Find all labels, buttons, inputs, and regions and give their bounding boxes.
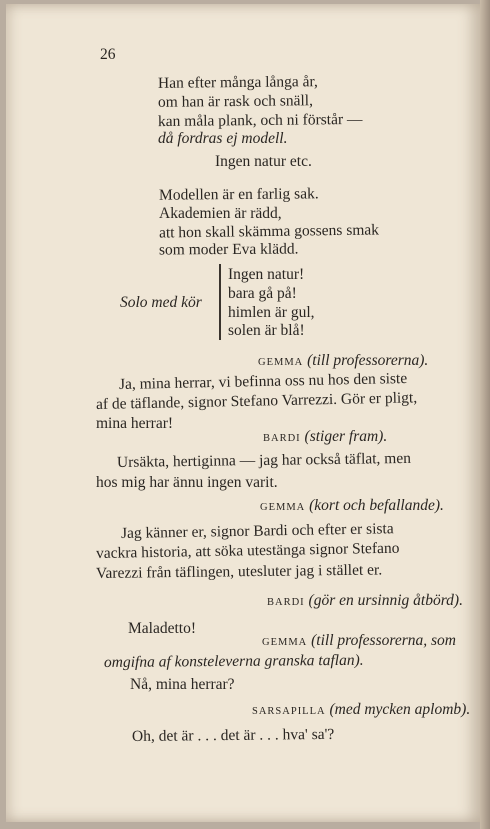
stage-direction: (till professorerna).: [307, 352, 429, 369]
speaker-name: SARSAPILLA: [252, 706, 326, 717]
speaker-name: BARDI: [267, 597, 305, 608]
speaker-name: BARDI: [263, 433, 301, 444]
stage-cue: [262, 632, 456, 652]
chorus-line: himlen är gul,: [228, 304, 315, 321]
speech-line: Varezzi från täflingen, utesluter jag i stället er.: [95, 561, 383, 582]
speaker-name: GEMMA: [258, 357, 304, 368]
book-edge: [480, 0, 490, 829]
speech-line: mina herrar!: [96, 415, 174, 432]
verse-line: att hon skall skämma gossens smak: [158, 221, 380, 242]
verse-line: kan måla plank, och ni förstår —: [157, 110, 363, 131]
stage-direction: (stiger fram).: [304, 428, 388, 445]
stage-direction: (kort och befallande).: [309, 497, 444, 514]
speech-line: Ja, mina herrar, vi befinna oss nu hos den siste: [118, 369, 408, 393]
stage-direction: (gör en ursinnig åtbörd).: [308, 592, 463, 609]
stage-cue: [267, 592, 463, 612]
stage-direction: omgifna af konsteleverna granska taflan).: [103, 651, 364, 671]
verse-line: Modellen är en farlig sak.: [158, 185, 319, 204]
solo-label: Solo med kör: [120, 294, 202, 311]
speech-line: Nå, mina herrar?: [130, 676, 235, 693]
refrain-line: Ingen natur etc.: [215, 153, 312, 170]
chorus-line: bara gå på!: [228, 285, 297, 302]
page-number: 26: [100, 46, 116, 63]
stage-cue: [260, 497, 444, 517]
chorus-line: solen är blå!: [228, 322, 305, 339]
speech-line: Oh, det är . . . det är . . . hva' sa'?: [131, 725, 335, 745]
verse-line: som moder Eva klädd.: [158, 240, 299, 259]
stage-cue: [263, 428, 387, 448]
verse-line: om han är rask och snäll,: [157, 92, 314, 111]
verse-line: Han efter många långa år,: [157, 73, 318, 92]
stage-cue: [258, 352, 428, 372]
speaker-name: GEMMA: [262, 637, 308, 648]
speech-line: vackra historia, att söka utestänga signor Stefano: [95, 539, 400, 562]
verse-line: Akademien är rädd,: [159, 205, 282, 222]
speech-line: Ursäkta, hertiginna — jag har också täflat, men: [116, 449, 412, 471]
speech-line: hos mig har ännu ingen varit.: [96, 474, 278, 491]
verse-line: då fordras ej modell.: [158, 130, 288, 147]
stage-cue: [252, 701, 470, 721]
speech-line: Jag känner er, signor Bardi och efter er sista: [120, 520, 394, 542]
chorus-brace: [219, 264, 221, 340]
speaker-name: GEMMA: [260, 502, 306, 513]
stage-direction: (med mycken aplomb).: [329, 701, 471, 718]
speech-line: af de täflande, signor Stefano Varrezzi. Gör er pligt,: [95, 389, 418, 413]
speech-line: Maladetto!: [128, 620, 197, 637]
stage-direction: (till professorerna, som: [311, 632, 456, 649]
chorus-line: Ingen natur!: [228, 266, 305, 283]
